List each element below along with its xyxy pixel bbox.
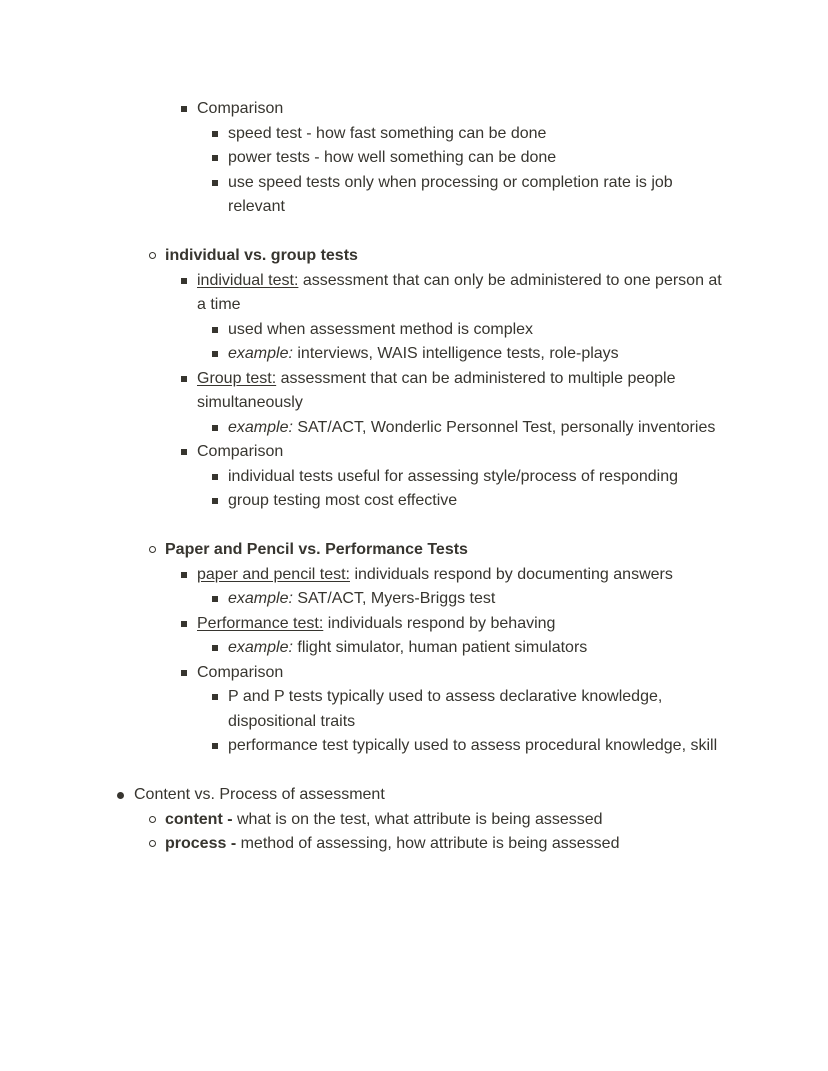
text-segment: assessment that can only be administered to one person at a time <box>197 271 722 313</box>
text-segment: method of assessing, how attribute is being assessed <box>240 835 620 852</box>
text-segment: individuals respond by documenting answers <box>350 565 673 583</box>
text-segment: individuals respond by behaving <box>323 614 556 632</box>
square-bullet-icon <box>211 685 228 734</box>
square-bullet-icon <box>211 146 228 171</box>
list-item <box>0 122 732 147</box>
text-segment: assessment that can be administered to multiple people simultaneously <box>197 369 676 411</box>
square-bullet-icon <box>180 269 197 318</box>
text-segment: flight simulator, human patient simulators <box>292 639 588 656</box>
text-segment: performance test typically used to assess procedural knowledge, skill <box>228 737 718 754</box>
circle-bullet-icon <box>148 244 165 269</box>
list-item <box>0 685 732 734</box>
square-bullet-icon <box>211 587 228 612</box>
text-segment: interviews, WAIS intelligence tests, role-plays <box>292 345 619 362</box>
square-bullet-icon <box>211 171 228 220</box>
text-segment: group testing most cost effective <box>228 492 458 509</box>
list-item <box>0 563 732 588</box>
square-bullet-icon <box>211 122 228 147</box>
text-segment: example: <box>228 590 293 607</box>
square-bullet-icon <box>180 97 197 122</box>
circle-bullet-icon <box>148 808 165 833</box>
list-item <box>0 808 732 833</box>
text-segment: Comparison <box>197 100 284 117</box>
list-item <box>0 416 732 441</box>
text-segment: example: <box>228 418 293 436</box>
square-bullet-icon <box>180 440 197 465</box>
text-segment: used when assessment method is complex <box>228 320 534 338</box>
square-bullet-icon <box>180 563 197 588</box>
text-segment: Paper and Pencil vs. Performance Tests <box>165 541 468 558</box>
text-segment: process - <box>165 835 241 852</box>
list-item <box>0 734 732 759</box>
square-bullet-icon <box>211 416 228 441</box>
square-bullet-icon <box>211 318 228 343</box>
text-segment: speed test - how fast something can be done <box>228 124 547 142</box>
square-bullet-icon <box>211 465 228 490</box>
square-bullet-icon <box>211 636 228 661</box>
section-heading-item <box>0 538 732 563</box>
list-item <box>0 612 732 637</box>
text-segment: Performance test: <box>197 614 324 632</box>
text-segment: example: <box>228 345 293 362</box>
section-heading-item <box>0 244 732 269</box>
list-item <box>0 661 732 686</box>
text-segment: paper and pencil test: <box>197 565 350 583</box>
text-segment: Group test: <box>197 369 277 387</box>
circle-bullet-icon <box>148 538 165 563</box>
square-bullet-icon <box>211 342 228 367</box>
text-segment: example: <box>228 639 293 656</box>
list-item <box>0 97 732 122</box>
list-item <box>0 146 732 171</box>
list-item <box>0 783 732 808</box>
list-item <box>0 367 732 416</box>
disc-bullet-icon <box>117 783 134 808</box>
text-segment: Content vs. Process of assessment <box>134 786 385 803</box>
text-segment: individual vs. group tests <box>165 247 358 264</box>
text-segment: P and P tests typically used to assess declarative knowledge, dispositional traits <box>228 688 663 730</box>
list-item <box>0 465 732 490</box>
list-item <box>0 318 732 343</box>
text-segment: SAT/ACT, Wonderlic Personnel Test, personally inventories <box>292 418 716 436</box>
text-segment: use speed tests only when processing or completion rate is job relevant <box>228 173 673 215</box>
text-segment: individual test: <box>197 271 299 289</box>
square-bullet-icon <box>180 367 197 416</box>
list-item <box>0 636 732 661</box>
square-bullet-icon <box>180 661 197 686</box>
list-item <box>0 587 732 612</box>
list-item <box>0 342 732 367</box>
text-segment: individual tests useful for assessing style/process of responding <box>228 467 679 485</box>
square-bullet-icon <box>211 734 228 759</box>
text-segment: content - <box>165 810 237 828</box>
list-item <box>0 832 732 857</box>
text-segment: Comparison <box>197 443 284 460</box>
list-item <box>0 440 732 465</box>
list-item <box>0 171 732 220</box>
square-bullet-icon <box>211 489 228 514</box>
text-segment: Comparison <box>197 663 284 681</box>
list-item <box>0 489 732 514</box>
text-segment: SAT/ACT, Myers-Briggs test <box>292 590 496 607</box>
text-segment: what is on the test, what attribute is being assessed <box>237 810 603 828</box>
circle-bullet-icon <box>148 832 165 857</box>
square-bullet-icon <box>180 612 197 637</box>
list-item <box>0 269 732 318</box>
text-segment: power tests - how well something can be done <box>228 149 557 166</box>
